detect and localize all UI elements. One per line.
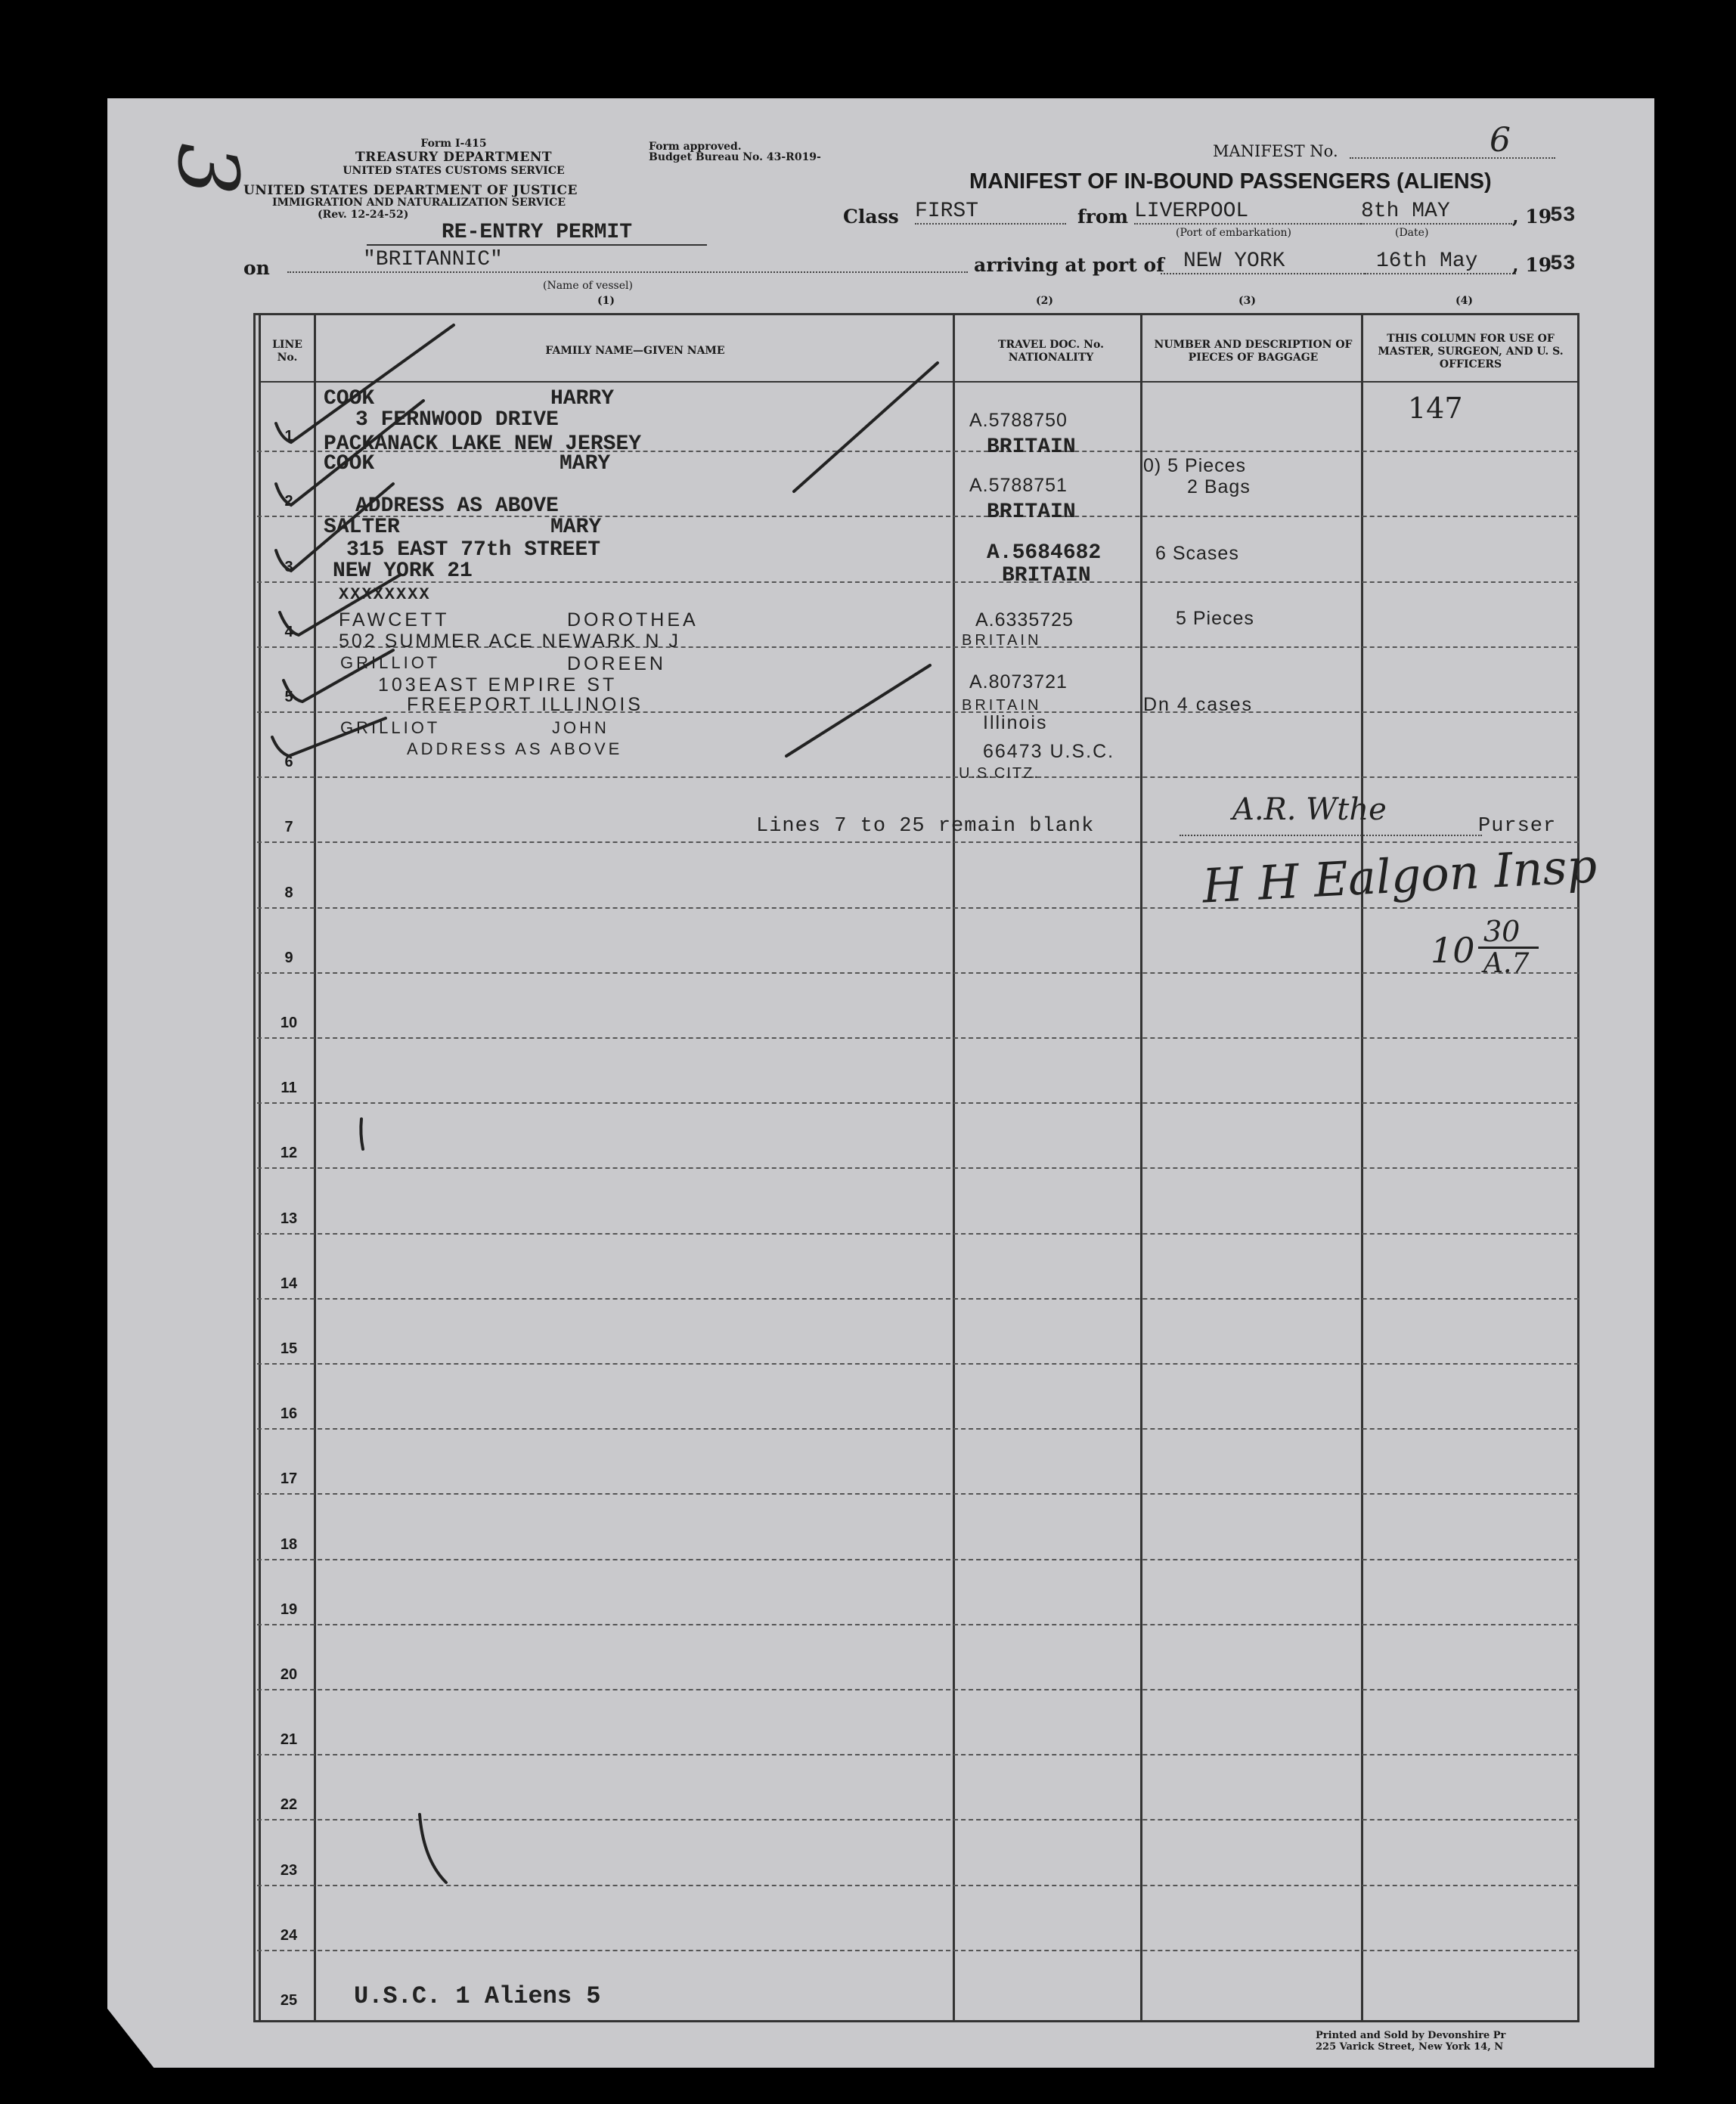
from-label: from — [1077, 206, 1129, 228]
customs-service: UNITED STATES CUSTOMS SERVICE — [343, 165, 565, 177]
printer-line: Printed and Sold by Devonshire Pr — [1316, 2030, 1506, 2041]
row-divider — [257, 841, 1579, 843]
officer-number: 147 — [1408, 392, 1463, 425]
address-line: PACKANACK LAKE NEW JERSEY — [324, 432, 642, 456]
table-top-border — [253, 313, 1579, 315]
line-number: 19 — [280, 1600, 298, 1618]
line-number: 22 — [280, 1796, 298, 1814]
travel-doc: 66473 U.S.C. — [983, 741, 1115, 762]
manifest-number-line — [1350, 157, 1555, 159]
travel-doc: Illinois — [983, 712, 1048, 733]
row-divider — [257, 1754, 1579, 1755]
col-header-baggage: NUMBER AND DESCRIPTION OF PIECES OF BAGGAGE — [1154, 339, 1353, 364]
address-line: NEW YORK 21 — [333, 559, 473, 583]
line-number: 16 — [280, 1405, 298, 1423]
given-name: DOROTHEA — [567, 609, 699, 631]
row-divider — [257, 1689, 1579, 1690]
line-number: 15 — [280, 1340, 298, 1357]
arrival-year-label: , 19 — [1512, 254, 1552, 276]
line-number: 13 — [280, 1210, 298, 1227]
row-divider — [257, 1167, 1579, 1169]
col-num-1: (1) — [597, 295, 615, 307]
line-number: 21 — [280, 1731, 298, 1749]
row-divider — [257, 1428, 1579, 1430]
ins-service: IMMIGRATION AND NATURALIZATION SERVICE — [272, 197, 566, 209]
family-name: GRILLIOT — [340, 653, 441, 672]
vessel-name: "BRITANNIC" — [287, 248, 968, 273]
nationality: BRITAIN — [987, 435, 1076, 459]
printer-address: 225 Varick Street, New York 14, N — [1316, 2041, 1504, 2053]
line-number: 20 — [280, 1666, 298, 1683]
baggage: 0) 5 Pieces — [1143, 455, 1247, 476]
col-header-travel: TRAVEL DOC. No. NATIONALITY — [998, 339, 1104, 364]
travel-doc: A.5788750 — [969, 410, 1068, 431]
row-divider — [257, 1559, 1579, 1560]
family-name: COOK — [324, 387, 375, 411]
col-num-3: (3) — [1238, 295, 1256, 307]
arrival-year: 53 — [1550, 253, 1576, 276]
vessel-caption: (Name of vessel) — [543, 280, 633, 292]
address-line: 315 EAST 77th STREET — [346, 538, 601, 562]
col-num-4: (4) — [1455, 295, 1473, 307]
line-number: 25 — [280, 1992, 298, 2009]
address-line: FREEPORT ILLINOIS — [407, 694, 643, 715]
blank-lines-note: Lines 7 to 25 remain blank — [756, 815, 1095, 838]
given-name: HARRY — [550, 387, 615, 411]
given-name: MARY — [550, 516, 602, 539]
address-line: 103EAST EMPIRE ST — [378, 674, 618, 696]
line-number: 12 — [280, 1145, 298, 1162]
form-revision: (Rev. 12-24-52) — [318, 209, 409, 221]
year-label: , 19 — [1512, 206, 1552, 228]
family-name: SALTER — [324, 516, 400, 539]
nationality: U.S.CITZ. — [959, 765, 1040, 782]
totals: U.S.C. 1 Aliens 5 — [354, 1982, 601, 2010]
line-number: 3 — [284, 558, 293, 575]
manifest-title: MANIFEST OF IN-BOUND PASSENGERS (ALIENS) — [969, 169, 1492, 194]
baggage: 6 Scases — [1155, 543, 1239, 564]
struck-entry: XXXXXXXX — [339, 585, 431, 604]
family-name: GRILLIOT — [340, 718, 441, 737]
row-divider — [257, 1885, 1579, 1886]
line-number: 5 — [284, 689, 293, 705]
line-number: 11 — [281, 1080, 297, 1097]
baggage: 2 Bags — [1187, 476, 1251, 497]
depart-year: 53 — [1550, 204, 1576, 228]
nationality: BRITAIN — [962, 697, 1042, 714]
travel-doc: A.8073721 — [969, 671, 1068, 693]
row-divider — [257, 1819, 1579, 1820]
travel-doc: A.5788751 — [969, 475, 1068, 496]
manifest-number-label: MANIFEST No. — [1213, 142, 1338, 160]
line-number: 6 — [284, 754, 293, 771]
given-name: JOHN — [552, 718, 609, 737]
line-number: 24 — [280, 1926, 298, 1944]
nationality: BRITAIN — [987, 500, 1076, 524]
baggage: 5 Pieces — [1176, 608, 1254, 629]
col-header-line: LINE No. — [272, 339, 302, 364]
form-header-left — [242, 138, 665, 177]
row-divider — [257, 1493, 1579, 1495]
nationality: BRITAIN — [1002, 564, 1091, 587]
from-caption: (Port of embarkation) — [1176, 227, 1291, 239]
row-divider — [257, 972, 1579, 974]
address-line: ADDRESS AS ABOVE — [355, 494, 559, 518]
class-value: FIRST — [915, 200, 1066, 225]
line-number: 7 — [284, 819, 293, 836]
address-line: 502 SUMMER ACE NEWARK N J — [339, 631, 680, 652]
line-number: 1 — [284, 428, 293, 445]
col-header-name: FAMILY NAME—GIVEN NAME — [545, 345, 725, 357]
line-number: 2 — [284, 493, 293, 510]
budget-bureau: Budget Bureau No. 43-R019- — [649, 151, 821, 163]
time-stamp-suffix: A.7 — [1483, 948, 1530, 979]
line-number: 8 — [284, 884, 293, 901]
arriving-label: arriving at port of — [974, 254, 1164, 276]
corner-mark: 3 — [160, 143, 256, 196]
row-divider — [257, 1624, 1579, 1625]
table-left-border — [253, 313, 256, 2022]
col-header-officers: THIS COLUMN FOR USE OF MASTER, SURGEON, AND U. S. OFFICERS — [1378, 333, 1564, 370]
row-divider — [257, 776, 1579, 778]
row-divider — [257, 1037, 1579, 1039]
arrival-date: 16th May — [1365, 249, 1516, 274]
form-number: Form I-415 — [420, 138, 487, 150]
col-num-2: (2) — [1036, 295, 1053, 307]
line-number: 14 — [280, 1275, 298, 1292]
table-bottom-border — [253, 2020, 1579, 2022]
row-divider — [257, 1298, 1579, 1300]
form-approved: Form approved. — [649, 141, 742, 153]
address-line: 3 FERNWOOD DRIVE — [355, 408, 559, 432]
row-divider — [257, 1233, 1579, 1235]
re-entry-permit: RE-ENTRY PERMIT — [367, 221, 707, 246]
from-value: LIVERPOOL — [1134, 200, 1361, 225]
line-number: 23 — [280, 1861, 298, 1879]
line-number: 9 — [284, 949, 293, 966]
manifest-number: 6 — [1490, 121, 1511, 160]
family-name: COOK — [324, 452, 375, 476]
baggage: Dn 4 cases — [1143, 694, 1254, 715]
justice-dept: UNITED STATES DEPARTMENT OF JUSTICE — [243, 183, 578, 198]
line-number: 18 — [280, 1535, 298, 1553]
nationality: BRITAIN — [962, 632, 1042, 649]
line-number: 17 — [280, 1470, 298, 1488]
on-label: on — [243, 257, 270, 279]
purser-label: Purser — [1478, 815, 1557, 838]
row-divider — [257, 1102, 1579, 1104]
date-caption: (Date) — [1395, 227, 1429, 239]
line-number: 10 — [280, 1015, 298, 1031]
depart-date: 8th MAY — [1361, 200, 1512, 225]
purser-signature-line — [1180, 835, 1482, 836]
treasury-dept: TREASURY DEPARTMENT — [355, 150, 553, 165]
line-number: 4 — [284, 623, 293, 640]
arrival-port: NEW YORK — [1161, 249, 1365, 274]
purser-signature: A.R. Wthe — [1232, 792, 1387, 827]
travel-doc: A.5684682 — [987, 541, 1102, 565]
given-name: MARY — [560, 452, 611, 476]
header-divider — [259, 381, 1579, 383]
time-stamp-minutes: 30 — [1483, 915, 1521, 948]
time-stamp-hour: 10 — [1431, 930, 1475, 971]
class-label: Class — [843, 206, 899, 228]
inspector-signature: H H Ealgon Insp — [1201, 838, 1598, 914]
family-name: FAWCETT — [339, 609, 450, 631]
given-name: DOREEN — [567, 653, 666, 674]
row-divider — [257, 907, 1579, 909]
row-divider — [257, 1950, 1579, 1951]
row-divider — [257, 1363, 1579, 1365]
travel-doc: A.6335725 — [975, 609, 1074, 631]
address-line: ADDRESS AS ABOVE — [407, 739, 623, 758]
